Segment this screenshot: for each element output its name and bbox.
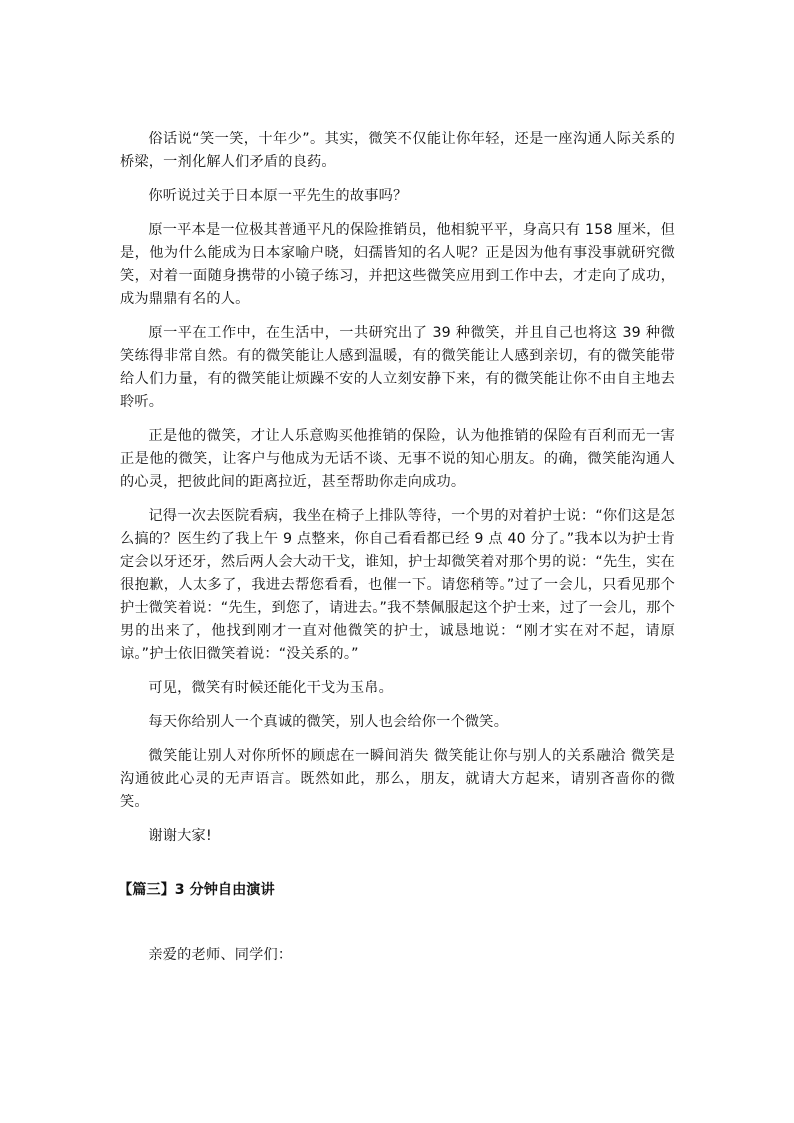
section-gap-2 xyxy=(120,902,675,944)
paragraph-question: 你听说过关于日本原一平先生的故事吗？ xyxy=(148,188,408,204)
greeting-line: 亲爱的老师、同学们： xyxy=(148,947,293,963)
paragraph-success: 正是他的微笑，才让人乐意购买他推销的保险，认为他推销的保险有百利而无一害 正是他的微笑，让客户与他成为无话不谈、无事不说的知心朋友。的确，微笑能沟通人的心灵，把彼此间的距离拉近，甚至帮助你走向成功。 xyxy=(120,428,675,490)
paragraph-story-intro: 原一平本是一位极其普通平凡的保险推销员，他相貌平平，身高只有 158 厘米，但是，他为什么能成为日本家喻户晓，妇孺皆知的名人呢？正是因为他有事没事就研究微笑，对着一面随身携带的小镜子练习，并把这些微笑应用到工作中去，才走向了成功，成为鼎鼎有名的人。 xyxy=(120,222,675,307)
paragraph-intro: 俗话说“笑一笑，十年少”。其实，微笑不仅能让你年轻，还是一座沟通人际关系的桥梁，一剂化解人们矛盾的良药。 xyxy=(120,131,675,170)
paragraph-conclusion-1: 可见，微笑有时候还能化干戈为玉帛。 xyxy=(148,680,393,696)
section-gap xyxy=(120,859,675,879)
paragraph-thanks: 谢谢大家! xyxy=(148,828,212,844)
paragraph-conclusion-3: 微笑能让别人对你所怀的顾虑在一瞬间消失 微笑能让你与别人的关系融洽 微笑是沟通彼此心灵的无声语言。既然如此，那么，朋友，就请大方起来，请别吝啬你的微笑。 xyxy=(120,748,675,810)
document-body xyxy=(120,128,675,978)
section-heading: 【篇三】3 分钟自由演讲 xyxy=(118,882,275,898)
paragraph-39-smiles: 原一平在工作中，在生活中，一共研究出了 39 种微笑，并且自己也将这 39 种微笑练得非常自然。有的微笑能让人感到温暖，有的微笑能让人感到亲切，有的微笑能带给人们力量，有的微笑能让烦躁不安的人立刻安静下来，有的微笑能让你不由自主地去聆听。 xyxy=(120,325,675,410)
paragraph-conclusion-2: 每天你给别人一个真诚的微笑，别人也会给你一个微笑。 xyxy=(148,714,509,730)
paragraph-hospital-story: 记得一次去医院看病，我坐在椅子上排队等待，一个男的对着护士说：“你们这是怎么搞的？医生约了我上午 9 点整来，你自己看看都已经 9 点 40 分了。”我本以为护士肯定会以牙还牙，然后两人会大动干戈，谁知，护士却微笑着对那个男的说：“先生，实在很抱歉，人太多了，我进去帮您看看，也催一下。请您稍等。”过了一会儿，只看见那个护士微笑着说：“先生，到您了，请进去。”我不禁佩服起这个护士来，过了一会儿，那个男的出来了，他找到刚才一直对他微笑的护士，诚恳地说：“刚才实在对不起，请原谅。”护士依旧微笑着说：“没关系的。” xyxy=(120,508,675,662)
